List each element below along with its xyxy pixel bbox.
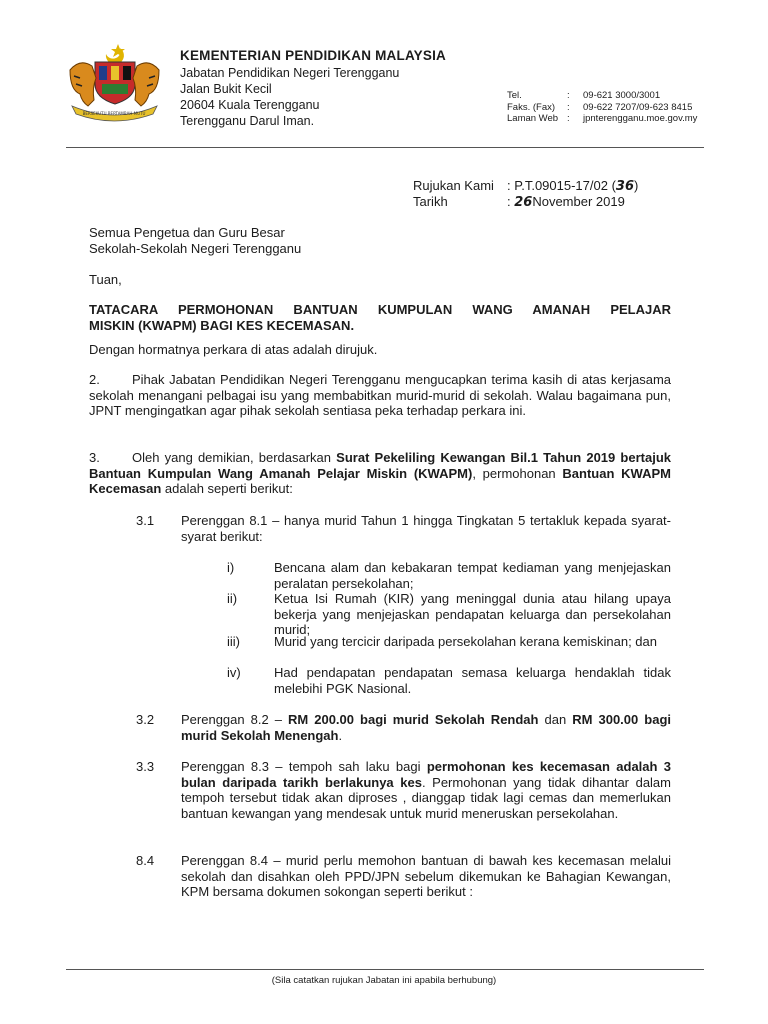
reference-line: Rujukan Kami : P.T.09015-17/02 (36) [413,178,639,194]
header-divider [66,147,704,148]
footer-divider [66,969,704,970]
address-line: 20604 Kuala Terengganu [180,98,320,112]
section-number: 3.3 [136,759,155,774]
section-number: 3.2 [136,712,155,727]
list-item: Had pendapatan pendapatan semasa keluarga hendaklah tidak melebihi PGK Nasional. [274,665,671,696]
recipient-line: Semua Pengetua dan Guru Besar [89,225,285,240]
section-number: 3.1 [136,513,155,528]
date-value: November 2019 [532,194,625,209]
paragraph-text: Pihak Jabatan Pendidikan Negeri Terengganu mengucapkan terima kasih di atas kerjasama sekolah menangani pelbagai isu yang membabitkan murid-murid di sekolah. Walau bagaimana pun, JPNT mengingatkan agar pihak sekolah sentiasa peka terhadap perkara ini. [89,372,671,418]
section-3-3-text: Perenggan 8.3 – tempoh sah laku bagi permohonan kes kecemasan adalah 3 bulan daripada tarikh berlakunya kes. Permohonan yang tidak dihantar dalam tempoh tersebut tidak akan diproses , dianggap tidak lagi cemas dan memerlukan bantuan kewangan yang mendesak untuk murid meneruskan persekolahan. [181,759,671,821]
date-line: Tarikh : 26November 2019 [413,194,625,210]
list-item: Bencana alam dan kebakaran tempat kediaman yang menjejaskan peralatan persekolahan; [274,560,671,591]
section-number: 8.4 [136,853,155,868]
validity-period: permohonan kes kecemasan adalah 3 bulan daripada tarikh berlakunya kes [181,759,671,790]
paragraph-3: 3. Oleh yang demikian, berdasarkan Surat Pekeliling Kewangan Bil.1 Tahun 2019 bertajuk Bantuan Kumpulan Wang Amanah Pelajar Miskin (KWAPM), permohonan Bantuan KWAPM Kecemasan adalah seperti berikut: [89,450,671,496]
address-line: Terengganu Darul Iman. [180,114,315,128]
circular-reference: Surat Pekeliling Kewangan Bil.1 Tahun 2019 bertajuk Bantuan Kumpulan Wang Amanah Pelajar Miskin (KWAPM) [89,450,671,481]
ministry-name: KEMENTERIAN PENDIDIKAN MALAYSIA [180,48,446,63]
contact-label: Tel. [507,90,522,101]
date-handwritten-day: 26 [514,195,533,210]
date-label: Tarikh [413,194,448,209]
list-item: Murid yang tercicir daripada persekolahan kerana kemiskinan; dan [274,634,657,649]
list-number: iii) [227,634,240,649]
opening-sentence: Dengan hormatnya perkara di atas adalah dirujuk. [89,342,378,357]
footer-note: (Sila catatkan rujukan Jabatan ini apabila berhubung) [271,975,497,986]
ref-value: P.T.09015-17/02 ( [514,178,616,193]
ref-label: Rujukan Kami [413,178,494,193]
list-number: ii) [227,591,238,606]
list-number: i) [227,560,235,575]
paragraph-number: 2. [89,372,100,387]
contact-value: 09-622 7207/09-623 8415 [583,101,693,113]
contact-block: Tel. : 09-621 3000/3001 Faks. (Fax) : 09-622 7207/09-623 8415 Laman Web : jpnterengganu.moe.gov.my [507,90,698,124]
paragraph-2 [89,372,671,419]
kwapm-emergency: Bantuan KWAPM Kecemasan [89,465,671,496]
amount-secondary: RM 300.00 bagi murid Sekolah Menengah [181,712,671,743]
amount-primary: RM 200.00 bagi murid Sekolah Rendah [288,712,539,727]
salutation: Tuan, [89,272,122,287]
subject-line: TATACARA PERMOHONAN BANTUAN KUMPULAN WANG AMANAH PELAJAR [89,302,671,317]
section-8-4-text: Perenggan 8.4 – murid perlu memohon bantuan di bawah kes kecemasan melalui sekolah dan disahkan oleh PPD/JPN sebelum dikemukan ke Bahagian Kewangan, KPM bersama dokumen sokongan seperti berikut : [181,853,671,899]
contact-value: jpnterengganu.moe.gov.my [583,113,698,124]
coat-of-arms-logo [62,40,167,125]
section-3-1-text: Perenggan 8.1 – hanya murid Tahun 1 hingga Tingkatan 5 tertakluk kepada syarat-syarat berikut: [181,513,671,544]
list-item: Ketua Isi Rumah (KIR) yang meninggal dunia atau hilang upaya bekerja yang menjejaskan pendapatan keluarga dan persekolahan murid; [274,591,671,637]
ref-handwritten-number: 36 [615,179,634,194]
contact-label: Laman Web [507,113,559,124]
section-3-2-text: Perenggan 8.2 – RM 200.00 bagi murid Sekolah Rendah dan RM 300.00 bagi murid Sekolah Menengah. [181,712,671,743]
paragraph-number: 3. [89,450,100,465]
svg-text:BERSEKUTU BERTAMBAH MUTU: BERSEKUTU BERTAMBAH MUTU [82,111,146,116]
address-line: Jabatan Pendidikan Negeri Terengganu [180,66,400,80]
subject-line: MISKIN (KWAPM) BAGI KES KECEMASAN. [89,318,355,333]
address-line: Jalan Bukit Kecil [180,82,272,96]
contact-value: 09-621 3000/3001 [583,90,661,101]
recipient-line: Sekolah-Sekolah Negeri Terengganu [89,241,302,256]
list-number: iv) [227,665,241,680]
contact-label: Faks. (Fax) [507,101,556,113]
